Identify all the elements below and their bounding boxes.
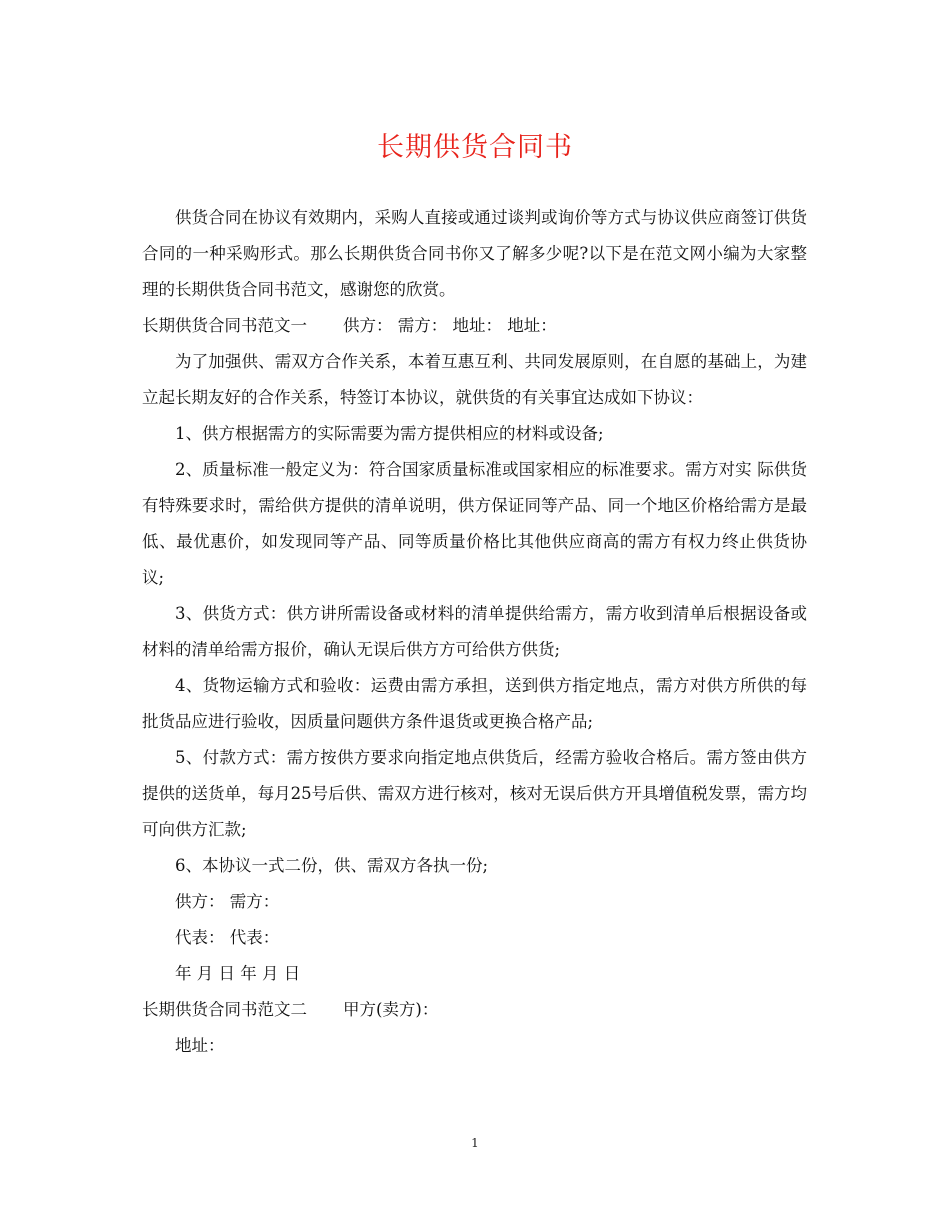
sample2-address: 地址：: [175, 1036, 225, 1055]
clause-2: 2、质量标准一般定义为：符合国家质量标准或国家相应的标准要求。需方对实 际供货有特殊要求时，需给供方提供的清单说明，供方保证同等产品、同一个地区价格给需方是最低、最优惠价，如发现同等产品、同等质量价格比其他供应商高的需方有权力终止供货协议;: [142, 460, 807, 587]
sample2-party: 甲方(卖方)：: [343, 1000, 439, 1019]
sample1-parties: 供方： 需方： 地址： 地址：: [343, 316, 557, 335]
sample1-heading: 长期供货合同书范文一: [142, 316, 307, 335]
clause-1: 1、供方根据需方的实际需要为需方提供相应的材料或设备;: [175, 424, 604, 443]
sample2-heading: 长期供货合同书范文二: [142, 1000, 307, 1019]
sample1-heading-line: [142, 308, 807, 344]
signature-dates: 年 月 日 年 月 日: [175, 964, 301, 983]
intro-paragraph: 供货合同在协议有效期内，采购人直接或通过谈判或询价等方式与协议供应商签订供货合同的一种采购形式。那么长期供货合同书你又了解多少呢?以下是在范文网小编为大家整理的长期供货合同书范文，感谢您的欣赏。: [142, 208, 807, 299]
document-title: 长期供货合同书: [377, 132, 573, 163]
clause-4: 4、货物运输方式和验收：运费由需方承担，送到供方指定地点，需方对供方所供的每批货品应进行验收，因质量问题供方条件退货或更换合格产品;: [142, 676, 807, 731]
signature-parties: 供方： 需方：: [175, 892, 280, 911]
clause-6: 6、本协议一式二份，供、需双方各执一份;: [175, 856, 489, 875]
clause-5: 5、付款方式：需方按供方要求向指定地点供货后，经需方验收合格后。需方签由供方提供的送货单，每月25号后供、需双方进行核对，核对无误后供方开具增值税发票，需方均可向供方汇款;: [142, 748, 807, 839]
sample2-heading-line: [142, 992, 807, 1028]
agreement-paragraph: 为了加强供、需双方合作关系，本着互惠互利、共同发展原则，在自愿的基础上，为建立起长期友好的合作关系，特签订本协议，就供货的有关事宜达成如下协议：: [142, 352, 807, 407]
clause-3: 3、供货方式：供方讲所需设备或材料的清单提供给需方，需方收到清单后根据设备或材料的清单给需方报价，确认无误后供方方可给供方供货;: [142, 604, 807, 659]
document-body: [142, 200, 807, 1064]
page-number: 1: [471, 1136, 479, 1150]
signature-representatives: 代表： 代表：: [175, 928, 280, 947]
